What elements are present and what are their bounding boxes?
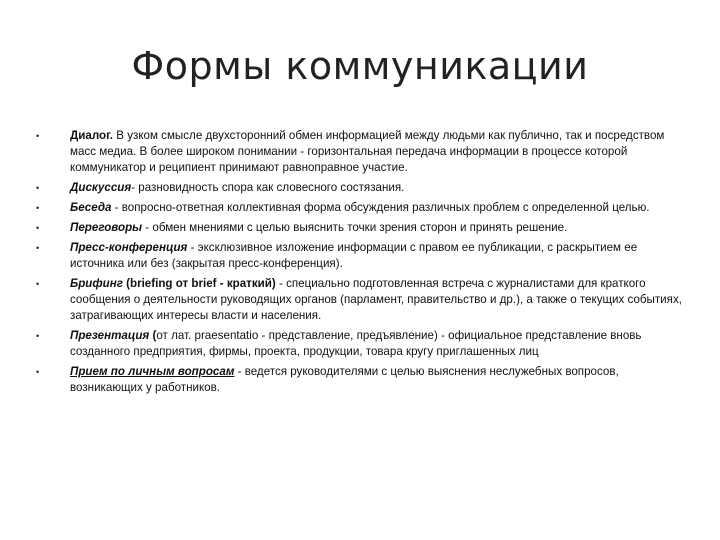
list-item <box>36 128 686 176</box>
slide-title: Формы коммуникации <box>131 44 589 88</box>
bullet-icon: • <box>36 131 40 141</box>
item-body: В узком смысле двухсторонний обмен информацией между людьми как публично, так и посредством масс медиа. В более широком понимании - горизонтальная передача информации в процессе которой коммуникатор и реципиент принимают равноправное участие. <box>70 129 665 174</box>
item-term: Брифинг <box>70 277 123 290</box>
item-term-extra: (briefing от brief - краткий) <box>122 277 276 290</box>
list-item <box>36 240 686 272</box>
list-item <box>36 180 686 196</box>
item-term: Беседа <box>70 201 112 214</box>
list-item <box>36 276 686 324</box>
list-item <box>36 200 686 216</box>
bullet-icon: • <box>36 331 40 341</box>
item-term: Пресс-конференция <box>70 241 188 254</box>
item-term-extra: ( <box>149 329 157 342</box>
item-body: - специально подготовленная встреча с журналистами для краткого сообщения о деятельности руководящих органов (парламент, правительство и др.), а также о текущих событиях, затрагивающих интересы власти и населения. <box>70 277 682 322</box>
item-body: от лат. praesentatio - представление, предъявление) - официальное представление вновь созданного предприятия, фирмы, проекта, продукции, товара кругу приглашенных лиц <box>70 329 642 358</box>
item-term: Презентация <box>70 329 150 342</box>
list-item <box>36 220 686 236</box>
bullet-icon: • <box>36 183 40 193</box>
item-body: - разновидность спора как словесного состязания. <box>131 181 405 194</box>
item-term: Переговоры <box>70 221 143 234</box>
item-body: - вопросно-ответная коллективная форма обсуждения различных проблем с определенной целью. <box>111 201 650 214</box>
bullet-icon: • <box>36 243 40 253</box>
list-item <box>36 364 686 396</box>
bullet-list <box>36 128 686 400</box>
list-item <box>36 328 686 360</box>
item-body: - ведется руководителями с целью выяснения неслужебных вопросов, возникающих у работников. <box>70 365 619 394</box>
bullet-icon: • <box>36 223 40 233</box>
bullet-icon: • <box>36 367 40 377</box>
item-body: - обмен мнениями с целью выяснить точки зрения сторон и принять решение. <box>142 221 568 234</box>
item-body: - эксклюзивное изложение информации с правом ее публикации, с раскрытием ее источника или без (закрытая пресс-конференция). <box>70 241 638 270</box>
bullet-icon: • <box>36 203 40 213</box>
item-term: Прием по личным вопросам <box>70 365 235 378</box>
bullet-icon: • <box>36 279 40 289</box>
item-term: Диалог. <box>70 129 114 142</box>
item-term: Дискуссия <box>70 181 132 194</box>
